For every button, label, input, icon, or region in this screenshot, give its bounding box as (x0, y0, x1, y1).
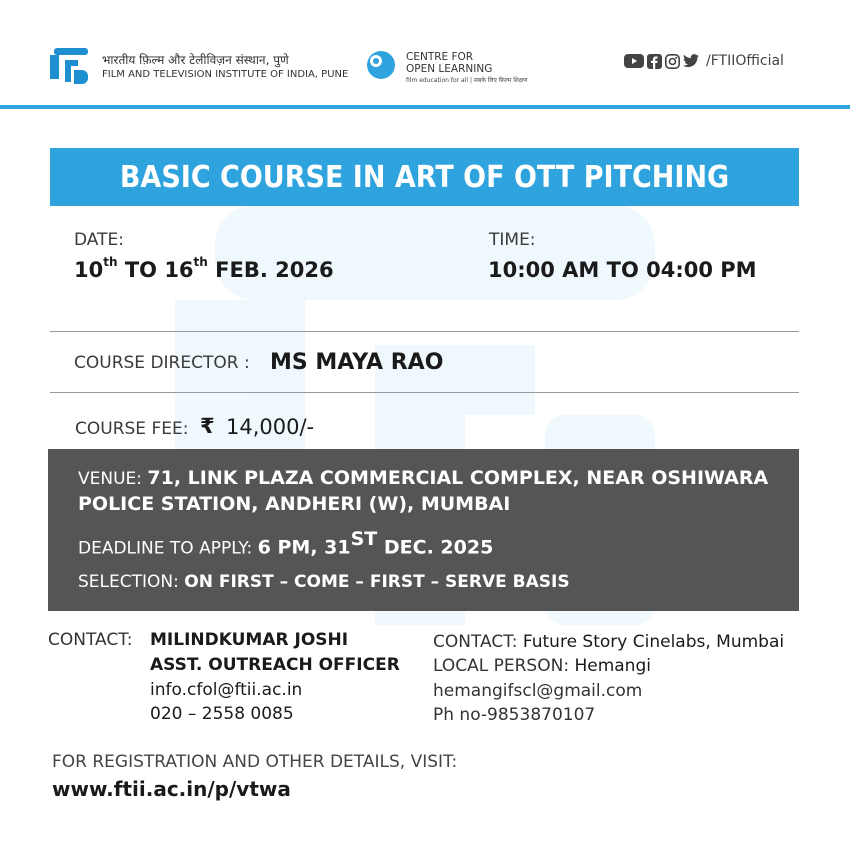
instagram-icon[interactable] (665, 54, 680, 69)
ftii-name-hindi: भारतीय फ़िल्म और टेलीविज़न संस्थान, पुणे (102, 53, 289, 67)
header-divider (0, 105, 850, 109)
time-value: 10:00 AM TO 04:00 PM (488, 258, 757, 282)
ftii-logo-icon (50, 46, 92, 84)
contact-right-local: LOCAL PERSON: Hemangi (433, 656, 651, 676)
deadline: DEADLINE TO APPLY: 6 PM, 31ST DEC. 2025 (78, 528, 494, 559)
time-label: TIME: (489, 230, 536, 250)
rupee-icon: ₹ (200, 414, 215, 438)
course-fee-label: COURSE FEE: (75, 419, 189, 439)
course-title-banner (50, 148, 799, 206)
selection: SELECTION: ON FIRST – COME – FIRST – SERVE BASIS (78, 572, 570, 592)
registration-label: FOR REGISTRATION AND OTHER DETAILS, VISIT: (52, 752, 458, 772)
contact-left-phone: 020 – 2558 0085 (150, 704, 294, 724)
youtube-icon[interactable] (624, 54, 644, 68)
venue-panel (48, 449, 799, 611)
social-links (624, 53, 784, 69)
venue-line2: POLICE STATION, ANDHERI (W), MUMBAI (78, 493, 511, 515)
divider (50, 392, 799, 393)
date-value: 10th TO 16th FEB. 2026 (74, 255, 334, 282)
cfol-logo-icon (366, 48, 400, 82)
registration-link[interactable]: www.ftii.ac.in/p/vtwa (52, 777, 291, 801)
cfol-name-line1: CENTRE FOR (406, 51, 474, 63)
contact-left-name: MILINDKUMAR JOSHI (150, 630, 349, 650)
contact-left-role: ASST. OUTREACH OFFICER (150, 655, 400, 675)
cfol-tagline: film education for all | सबके लिए फ़िल्म शिक्षण (406, 77, 528, 84)
header (0, 0, 850, 110)
contact-right-org: CONTACT: Future Story Cinelabs, Mumbai (433, 632, 785, 652)
divider (50, 331, 799, 332)
course-fee-value: 14,000/- (226, 415, 315, 439)
venue-line1: VENUE: 71, LINK PLAZA COMMERCIAL COMPLEX, NEAR OSHIWARA (78, 467, 769, 489)
contact-left-email[interactable]: info.cfol@ftii.ac.in (150, 680, 303, 700)
cfol-name-line2: OPEN LEARNING (406, 63, 493, 75)
facebook-icon[interactable] (647, 54, 662, 69)
ftii-name-english: FILM AND TELEVISION INSTITUTE OF INDIA, PUNE (102, 69, 349, 80)
twitter-icon[interactable] (683, 54, 699, 68)
contact-left-label: CONTACT: (48, 630, 133, 650)
social-handle[interactable]: /FTIIOfficial (706, 53, 784, 69)
contact-right-phone: Ph no-9853870107 (433, 705, 596, 725)
course-title: BASIC COURSE IN ART OF OTT PITCHING (119, 159, 730, 195)
date-label: DATE: (74, 230, 124, 250)
contact-right-email[interactable]: hemangifscl@gmail.com (433, 681, 643, 701)
course-director-value: MS MAYA RAO (270, 350, 444, 375)
course-director-label: COURSE DIRECTOR : (74, 353, 250, 373)
